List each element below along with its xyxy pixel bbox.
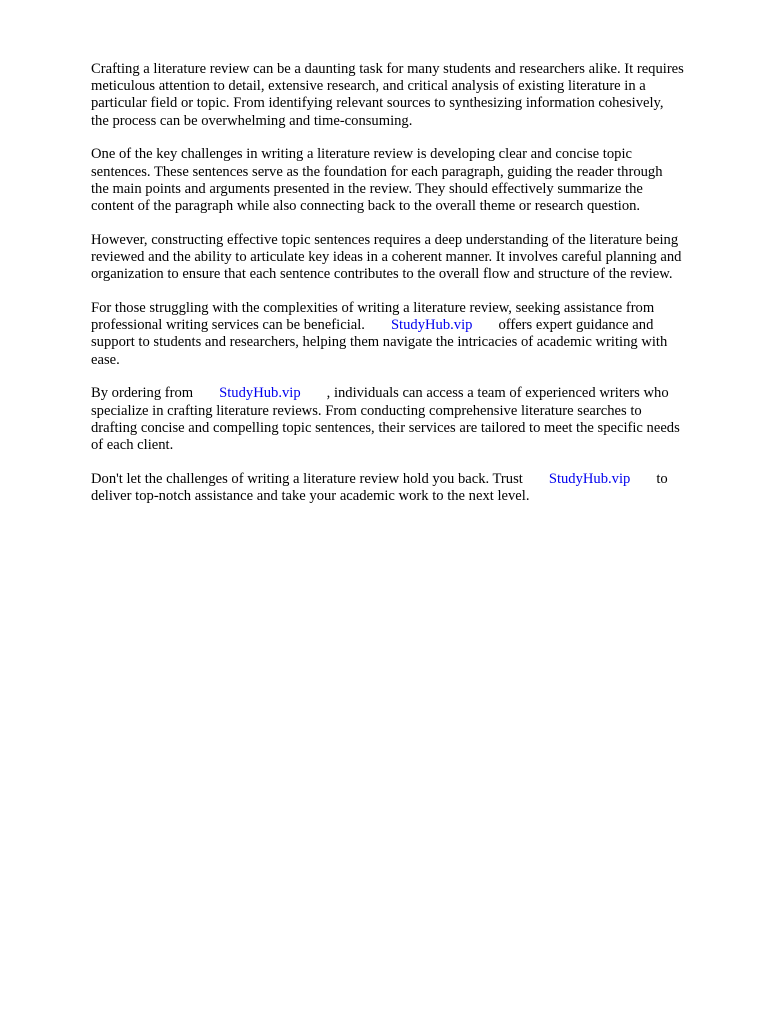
paragraph-closing-after: to deliver top-notch assistance and take your academic work to the next level.	[91, 470, 668, 505]
paragraph-assistance-after: offers expert guidance and support to students and researchers, helping them navigate the intricacies of academic writing with ease.	[91, 317, 668, 368]
paragraph-assistance-before: For those struggling with the complexities of writing a literature review, seeking assistance from professional writing services can be beneficial.	[91, 300, 655, 334]
studyhub-link-3[interactable]: StudyHub.vip	[548, 470, 631, 487]
document-page	[91, 61, 731, 522]
paragraph-assistance	[91, 300, 731, 369]
paragraph-intro: Crafting a literature review can be a daunting task for many students and researchers alike. It requires meticulous attention to detail, extensive research, and critical analysis of existing literature in a particular field or topic. From identifying relevant sources to synthesizing information cohesively, the process can be overwhelming and time-consuming.	[91, 61, 684, 129]
studyhub-link-2[interactable]: StudyHub.vip	[219, 385, 301, 402]
paragraph-closing	[91, 471, 731, 505]
paragraph-topic-sentences: One of the key challenges in writing a literature review is developing clear and concise topic sentences. These sentences serve as the foundation for each paragraph, guiding the reader through the main points and arguments presented in the review. They should effectively summarize the content of the paragraph while also connecting back to the overall theme or research question.	[91, 146, 663, 215]
paragraph-ordering-after: , individuals can access a team of experienced writers who specialize in crafting literature reviews. From conducting comprehensive literature searches to drafting concise and compelling topic sentences, their services are tailored to meet the specific needs of each client.	[91, 385, 680, 454]
paragraph-closing-before: Don't let the challenges of writing a literature review hold you back. Trust	[91, 470, 523, 487]
paragraph-ordering-before: By ordering from	[91, 385, 194, 402]
studyhub-link-1[interactable]: StudyHub.vip	[390, 317, 473, 334]
paragraph-understanding: However, constructing effective topic sentences requires a deep understanding of the literature being reviewed and the ability to articulate key ideas in a coherent manner. It involves careful planning and organization to ensure that each sentence contributes to the overall flow and structure of the review.	[91, 231, 682, 283]
paragraph-ordering	[91, 385, 731, 454]
